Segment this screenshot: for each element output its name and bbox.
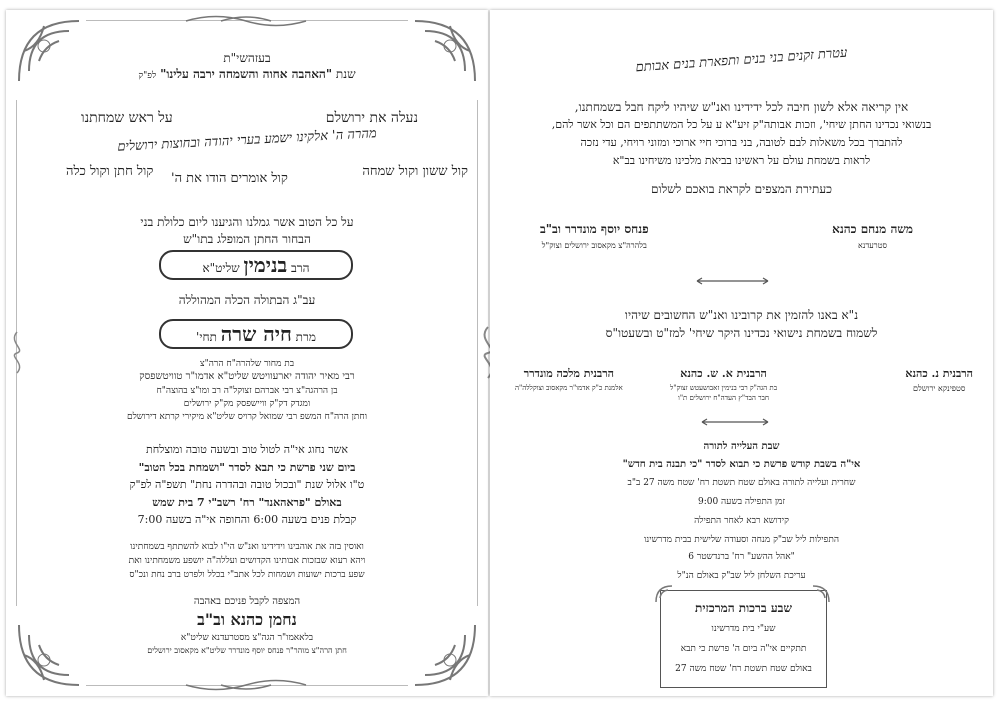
shabbos-line-6: עריכת השלחן ליל שב"ק באולם הנ"ל — [677, 571, 806, 581]
bsd-header: בעזהשי"ת — [223, 51, 271, 65]
verse-left-top: נעלה את ירושלם — [325, 110, 418, 126]
para-line-2: בנשואי נכדינו החתן שיחי', וזכות אבותה"ק זיע"א ע על כל המשתתפים הם וכל אשר להם, — [551, 118, 932, 131]
side-ornament-icon — [8, 330, 26, 375]
card-line-1: שע"י בית מדרשינו — [711, 624, 776, 634]
verse-mid: מהרה ה' אלקינו ישמע בערי יהודה ובחוצות ירושלים — [116, 126, 378, 155]
para-line-3: להתברך בכל משאלות לבם לטובה, בני ברוכי חיי ארוכי ומזוני רויחי, עדי נזכה — [580, 136, 903, 149]
w2-name: הרבנית א. ש. כהנא — [680, 367, 767, 380]
lineage-line-4: ומגדק דק"ק וויישפסק מק"ק ירושלים — [183, 399, 311, 409]
w1-name: הרבנית נ. כהנא — [905, 367, 973, 380]
w3-name: הרבנית מלכה מונדרר — [523, 367, 614, 380]
event-line-4: באולם "פראהאנד" רח' רשב"י 7 בית שמש — [152, 496, 342, 509]
invite-line-3: שפע ברכות ישועות ושמחות לכל אתב"י בכלל ולפרט ברב נחת ונכ"ס — [129, 570, 365, 580]
verse-right-low: קול חתן וקול כלה — [66, 164, 154, 179]
shabbos-line-4: התפילות ליל שב"ק מנחה וסעודה שלישית בבית מדרשינו — [643, 535, 840, 545]
lineage-line-5: וחתן הרה"ח המשפ רבי שמואל קרויס שליט"א מיקירי קרתא דירושלם — [126, 412, 368, 422]
gp2-sub: בלהרה"צ מקאסוב ירושלים וצוק"ל — [541, 241, 647, 250]
shabbos-line-5: "אהל ההשע" רח' ברנדשטר 6 — [688, 552, 795, 562]
invite-line-1: ואוסין בזה את אוהבינו וידידינו ואנ"ש הי"ו לבוא להשתתף בשמחתינו — [130, 542, 364, 552]
lineage-line-2: רבי מאיר יהודה יארעוויטש שליט"א אדמו"ר טוויטשפסק — [139, 371, 355, 382]
card-line-2: תתקיים אי"ה ביום ה' פרשת כי תבא — [680, 644, 807, 654]
shabbos-line-2: זמן התפילה בשעה 9:00 — [697, 497, 786, 507]
para-line-4: לראות בשמחת עולם על ראשינו בביאת מלכינו משיחינו בב"א — [612, 154, 871, 167]
year-text: "האהבה אחוה והשמחה ירבה עלינו" — [160, 67, 333, 81]
bride-name-box — [159, 319, 353, 349]
event-line-3: ט"ו אלול שנת "ובכול טובה ובהדרה נחת" תשפ"ה לפ"ק — [129, 478, 365, 491]
bride-suffix: תחי' — [196, 330, 217, 344]
shabbos-line-3: קידושא רבא לאחר התפילה — [694, 516, 789, 526]
crown-verse: עטרת זקנים בני בנים ותפארת בנים אבותם — [635, 45, 848, 76]
divider-arrow-icon — [695, 276, 770, 286]
thanks-line-1: על כל הטוב אשר גמלנו והגיענו ליום כלולת בני — [140, 215, 354, 229]
groom-name-box — [159, 250, 353, 280]
card-line-3: באולם שטח תשטת רח' שטח משה 27 — [675, 664, 812, 674]
groom-suffix: שליט"א — [202, 261, 240, 275]
invitation-right-page — [490, 10, 993, 696]
w1-sub: סטפינקא ירושלם — [913, 384, 966, 393]
w2-sub-1: בת הגה"ק רבי בנימין זאבושעטש זצוק"ל — [670, 384, 778, 392]
gp1-name: משה מנחם כהנא — [832, 222, 913, 236]
sheva-brachos-card — [660, 590, 827, 688]
divider-arrow-icon — [700, 417, 770, 427]
top-scroll-ornament-icon — [181, 12, 311, 30]
women-line-1: נ"א באנו להזמין את קרובינו ואנ"ש החשובים שיהיו — [624, 308, 859, 322]
awaiting-line: כעתירת המצפים לקראת בואכם לשלום — [651, 182, 832, 196]
shabbos-date: אי"ה בשבת קודש פרשת כי תבוא לסדר "כי תבנה בית חדש" — [622, 459, 861, 470]
corner-ornament-icon — [14, 620, 84, 690]
verse-left-low: קול ששון וקול שמחה — [362, 164, 468, 179]
para-line-1: אין קריאה אלא לשון חיבה לכל ידידינו ואנ"ש שיהיו ליקח חבל בשמחתנו, — [574, 100, 909, 114]
rebbetzin-2 — [670, 367, 777, 402]
invite-line-2: ויהא רעוא שבזכות אבותינו הקדושים ועללה"ה יושפע משמחתינו ואת — [128, 556, 366, 566]
host-sub-2: חתן הרה"צ מוהר"ר פנחס יוסף מונדרר שליט"א מקאסוב ירושלים — [147, 646, 347, 655]
host-sub-1: בלאאמו"ר הגה"צ מסטרעדנא שליט"א — [180, 633, 314, 643]
women-line-2: לשמוח בשמחת נישואי נכדינו היקר שיחי' למז"ט ובשעטו"ס — [605, 326, 878, 340]
card-corner-ornament-icon — [654, 584, 674, 604]
shabbos-line-1: שחרית ועלייה לתורה באולם שטח תשטת רח' שטח משה 27 ב"ב — [627, 478, 856, 488]
invitation-left-page — [6, 10, 488, 696]
event-line-2: ביום שני פרשת כי תבא לסדר "ושמחת בכל הטוב" — [138, 461, 356, 474]
gp1-sub: סטרעדנא — [858, 241, 888, 250]
bride-prefix: מרת — [295, 330, 316, 344]
verse-right-top: על ראש שמחתנו — [81, 110, 173, 126]
year-prefix: שנת — [335, 67, 356, 81]
corner-ornament-icon — [410, 620, 480, 690]
event-line-5: קבלת פנים בשעה 6:00 והחופה אי"ה בשעה 7:00 — [137, 513, 357, 526]
grandparent-1 — [832, 222, 913, 250]
w2-sub-2: חבר הבד"ץ העדה"ח ירושלים ת"ו — [678, 394, 770, 402]
year-suffix: לפ"ק — [138, 71, 157, 81]
rebbetzin-3 — [515, 367, 623, 392]
host-name: נחמן כהנא וב"ב — [197, 610, 297, 629]
grandparent-2 — [540, 222, 649, 250]
bottom-scroll-ornament-icon — [181, 676, 311, 694]
lineage-line-3: בן הרהגה"צ רבי אברהם זצוקל"ה רב ומו"צ בהוצה"ח — [156, 386, 338, 396]
groom-name: בנימין — [243, 253, 288, 277]
w3-sub: אלמנת כ"ק אדמו"ר מקאסוב וצוקללה"ה — [515, 384, 623, 392]
card-corner-ornament-icon — [811, 584, 831, 604]
rebbetzin-1 — [905, 367, 973, 393]
bride-name: חיה שרה — [220, 322, 292, 346]
verse-center-low: קול אומרים הודו את ה' — [171, 171, 288, 186]
year-line — [6, 67, 488, 82]
lineage-line-1: בת מחור שלהרה"ח הרה"צ — [199, 359, 295, 369]
event-line-1: אשר נחוג אי"ה לטול טוב ובשעה טובה ומוצלחת — [145, 443, 348, 456]
thanks-line-2: הבחור החתן המופלג בתו"ש — [183, 232, 311, 246]
gp2-name: פנחס יוסף מונדרר וב"ב — [540, 222, 649, 236]
host-intro: המצפה לקבל פניכם באהבה — [193, 596, 301, 607]
groom-prefix: הרב — [290, 261, 310, 275]
card-title: שבע ברכות המרכזית — [695, 601, 792, 615]
bride-intro: עב"ג הבתולה הכלה המהוללה — [178, 293, 316, 307]
shabbos-title: שבת העלייה לתורה — [703, 441, 780, 452]
